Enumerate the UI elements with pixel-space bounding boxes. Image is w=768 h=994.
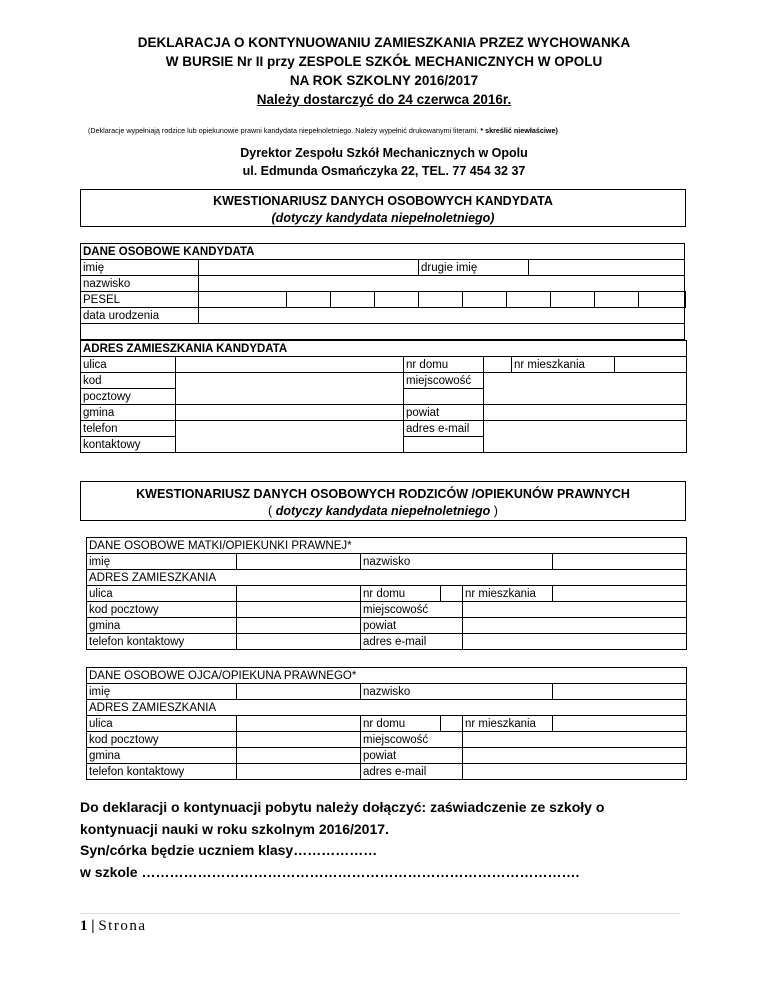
input-data-urodzenia[interactable]	[199, 308, 685, 324]
mother-label-nazwisko: nazwisko	[361, 554, 553, 570]
label-gmina: gmina	[81, 405, 176, 421]
mother-label-ulica: ulica	[87, 586, 237, 602]
mother-input-miejscowosc[interactable]	[463, 602, 687, 618]
label-nr-domu: nr domu	[404, 357, 484, 373]
mother-label-nr-mieszkania: nr mieszkania	[463, 586, 553, 602]
input-drugie-imie[interactable]	[529, 260, 685, 276]
mother-input-nr-mieszkania[interactable]	[553, 586, 687, 602]
label-drugie-imie: drugie imię	[419, 260, 529, 276]
father-label-email: adres e-mail	[361, 764, 463, 780]
mother-input-imie[interactable]	[237, 554, 361, 570]
input-kod-pocztowy[interactable]	[176, 373, 404, 405]
pesel-digit[interactable]	[199, 292, 287, 308]
input-telefon[interactable]	[176, 421, 404, 453]
deadline: Należy dostarczyć do 24 czerwca 2016r.	[256, 92, 512, 107]
input-gmina[interactable]	[176, 405, 404, 421]
section-parents-title: KWESTIONARIUSZ DANYCH OSOBOWYCH RODZICÓW /OPIEKUNÓW PRAWNYCH	[136, 487, 630, 501]
father-input-telefon[interactable]	[237, 764, 361, 780]
mother-input-powiat[interactable]	[463, 618, 687, 634]
input-imie[interactable]	[199, 260, 419, 276]
section-candidate-header	[80, 189, 686, 227]
father-label-nr-domu: nr domu	[361, 716, 441, 732]
instructions-note: (Deklaracje wypełniają rodzice lub opiekunowie prawni kandydata niepełnoletniego. Należy wypełnić drukowanymi literami. * skreślić niewłaściwe)	[88, 126, 558, 135]
input-nazwisko[interactable]	[199, 276, 685, 292]
closing-text	[80, 797, 604, 883]
label-powiat: powiat	[404, 405, 484, 421]
label-blank	[404, 437, 484, 453]
mother-input-email[interactable]	[463, 634, 687, 650]
mother-table	[86, 537, 687, 650]
father-label-nazwisko: nazwisko	[361, 684, 553, 700]
pesel-digit[interactable]	[375, 292, 419, 308]
mother-label-telefon: telefon kontaktowy	[87, 634, 237, 650]
page-number: 1	[80, 918, 88, 934]
section-parents-header: KWESTIONARIUSZ DANYCH OSOBOWYCH RODZICÓW /OPIEKUNÓW PRAWNYCH ( dotyczy kandydata niepełnoletniego )	[80, 481, 686, 521]
section-candidate-title: KWESTIONARIUSZ DANYCH OSOBOWYCH KANDYDATA	[213, 194, 553, 208]
mother-input-nazwisko[interactable]	[553, 554, 687, 570]
mother-input-ulica[interactable]	[237, 586, 361, 602]
strike-note: * skreślić niewłaściwe)	[480, 126, 558, 135]
mother-input-telefon[interactable]	[237, 634, 361, 650]
mother-label-miejscowosc: miejscowość	[361, 602, 463, 618]
pesel-digit[interactable]	[595, 292, 639, 308]
label-miejscowosc: miejscowość	[404, 373, 484, 389]
section-parents-subtitle: dotyczy kandydata niepełnoletniego	[275, 504, 491, 518]
label-email: adres e-mail	[404, 421, 484, 437]
father-label-miejscowosc: miejscowość	[361, 732, 463, 748]
candidate-address-heading: ADRES ZAMIESZKANIA KANDYDATA	[81, 341, 687, 357]
father-address-heading: ADRES ZAMIESZKANIA	[87, 700, 687, 716]
footer-divider	[80, 913, 680, 914]
mother-input-gmina[interactable]	[237, 618, 361, 634]
title-line-3: NA ROK SZKOLNY 2016/2017	[289, 73, 479, 88]
label-kontaktowy: kontaktowy	[81, 437, 176, 453]
father-input-nr-mieszkania[interactable]	[553, 716, 687, 732]
father-label-telefon: telefon kontaktowy	[87, 764, 237, 780]
pesel-digit[interactable]	[463, 292, 507, 308]
input-nr-mieszkania[interactable]	[615, 357, 687, 373]
father-input-kod[interactable]	[237, 732, 361, 748]
pesel-digit[interactable]	[507, 292, 551, 308]
pesel-digit[interactable]	[551, 292, 595, 308]
father-label-gmina: gmina	[87, 748, 237, 764]
father-label-ulica: ulica	[87, 716, 237, 732]
input-nr-domu[interactable]	[484, 357, 512, 373]
mother-label-imie: imię	[87, 554, 237, 570]
mother-address-heading: ADRES ZAMIESZKANIA	[87, 570, 687, 586]
school-line[interactable]: w szkole ………………………………………………………………………………….	[80, 863, 580, 880]
label-pesel: PESEL	[81, 292, 199, 308]
label-telefon: telefon	[81, 421, 176, 437]
closing-line-2: kontynuacji nauki w roku szkolnym 2016/2017.	[80, 820, 389, 837]
candidate-address-table	[80, 340, 687, 453]
father-input-powiat[interactable]	[463, 748, 687, 764]
closing-line-1: Do deklaracji o kontynuacji pobytu należy dołączyć: zaświadczenie ze szkoły o	[80, 799, 605, 815]
title-line-2: W BURSIE Nr II przy ZESPOLE SZKÓŁ MECHANICZNYCH W OPOLU	[165, 54, 603, 69]
father-input-gmina[interactable]	[237, 748, 361, 764]
mother-label-kod: kod pocztowy	[87, 602, 237, 618]
mother-input-nr-domu[interactable]	[441, 586, 463, 602]
father-table	[86, 667, 687, 780]
mother-label-powiat: powiat	[361, 618, 463, 634]
pesel-digit[interactable]	[331, 292, 375, 308]
pesel-digit[interactable]	[639, 292, 685, 308]
father-label-imie: imię	[87, 684, 237, 700]
page-footer: 1 | Strona	[80, 918, 147, 934]
input-ulica[interactable]	[176, 357, 404, 373]
label-nazwisko: nazwisko	[81, 276, 199, 292]
addressee	[0, 144, 768, 180]
class-line[interactable]: Syn/córka będzie uczniem klasy………………	[80, 842, 378, 858]
pesel-digit[interactable]	[287, 292, 331, 308]
label-nr-mieszkania: nr mieszkania	[512, 357, 615, 373]
mother-label-nr-domu: nr domu	[361, 586, 441, 602]
candidate-data-table	[80, 243, 686, 340]
label-kod: kod	[81, 373, 176, 389]
father-label-kod: kod pocztowy	[87, 732, 237, 748]
label-ulica: ulica	[81, 357, 176, 373]
father-input-nr-domu[interactable]	[441, 716, 463, 732]
label-imie: imię	[81, 260, 199, 276]
page-label: Strona	[98, 918, 147, 934]
pesel-digit[interactable]	[685, 292, 686, 308]
label-blank	[404, 389, 484, 405]
father-input-email[interactable]	[463, 764, 687, 780]
mother-input-kod[interactable]	[237, 602, 361, 618]
input-miejscowosc[interactable]	[484, 373, 687, 405]
father-input-miejscowosc[interactable]	[463, 732, 687, 748]
input-powiat[interactable]	[484, 405, 687, 421]
spacer-row	[81, 324, 685, 340]
input-email[interactable]	[484, 421, 687, 453]
pesel-digit[interactable]	[419, 292, 463, 308]
candidate-heading: DANE OSOBOWE KANDYDATA	[81, 244, 685, 260]
mother-heading: DANE OSOBOWE MATKI/OPIEKUNKI PRAWNEJ*	[87, 538, 687, 554]
title-line-1: DEKLARACJA O KONTYNUOWANIU ZAMIESZKANIA PRZEZ WYCHOWANKA	[137, 35, 631, 50]
mother-label-gmina: gmina	[87, 618, 237, 634]
label-pocztowy: pocztowy	[81, 389, 176, 405]
father-label-nr-mieszkania: nr mieszkania	[463, 716, 553, 732]
father-input-nazwisko[interactable]	[553, 684, 687, 700]
document-title	[0, 33, 768, 109]
father-input-ulica[interactable]	[237, 716, 361, 732]
father-input-imie[interactable]	[237, 684, 361, 700]
addressee-line-2: ul. Edmunda Osmańczyka 22, TEL. 77 454 32 37	[242, 164, 526, 178]
father-heading: DANE OSOBOWE OJCA/OPIEKUNA PRAWNEGO*	[87, 668, 687, 684]
addressee-line-1: Dyrektor Zespołu Szkół Mechanicznych w Opolu	[240, 146, 528, 160]
father-label-powiat: powiat	[361, 748, 463, 764]
label-data-urodzenia: data urodzenia	[81, 308, 199, 324]
section-candidate-subtitle: (dotyczy kandydata niepełnoletniego)	[271, 211, 495, 225]
mother-label-email: adres e-mail	[361, 634, 463, 650]
